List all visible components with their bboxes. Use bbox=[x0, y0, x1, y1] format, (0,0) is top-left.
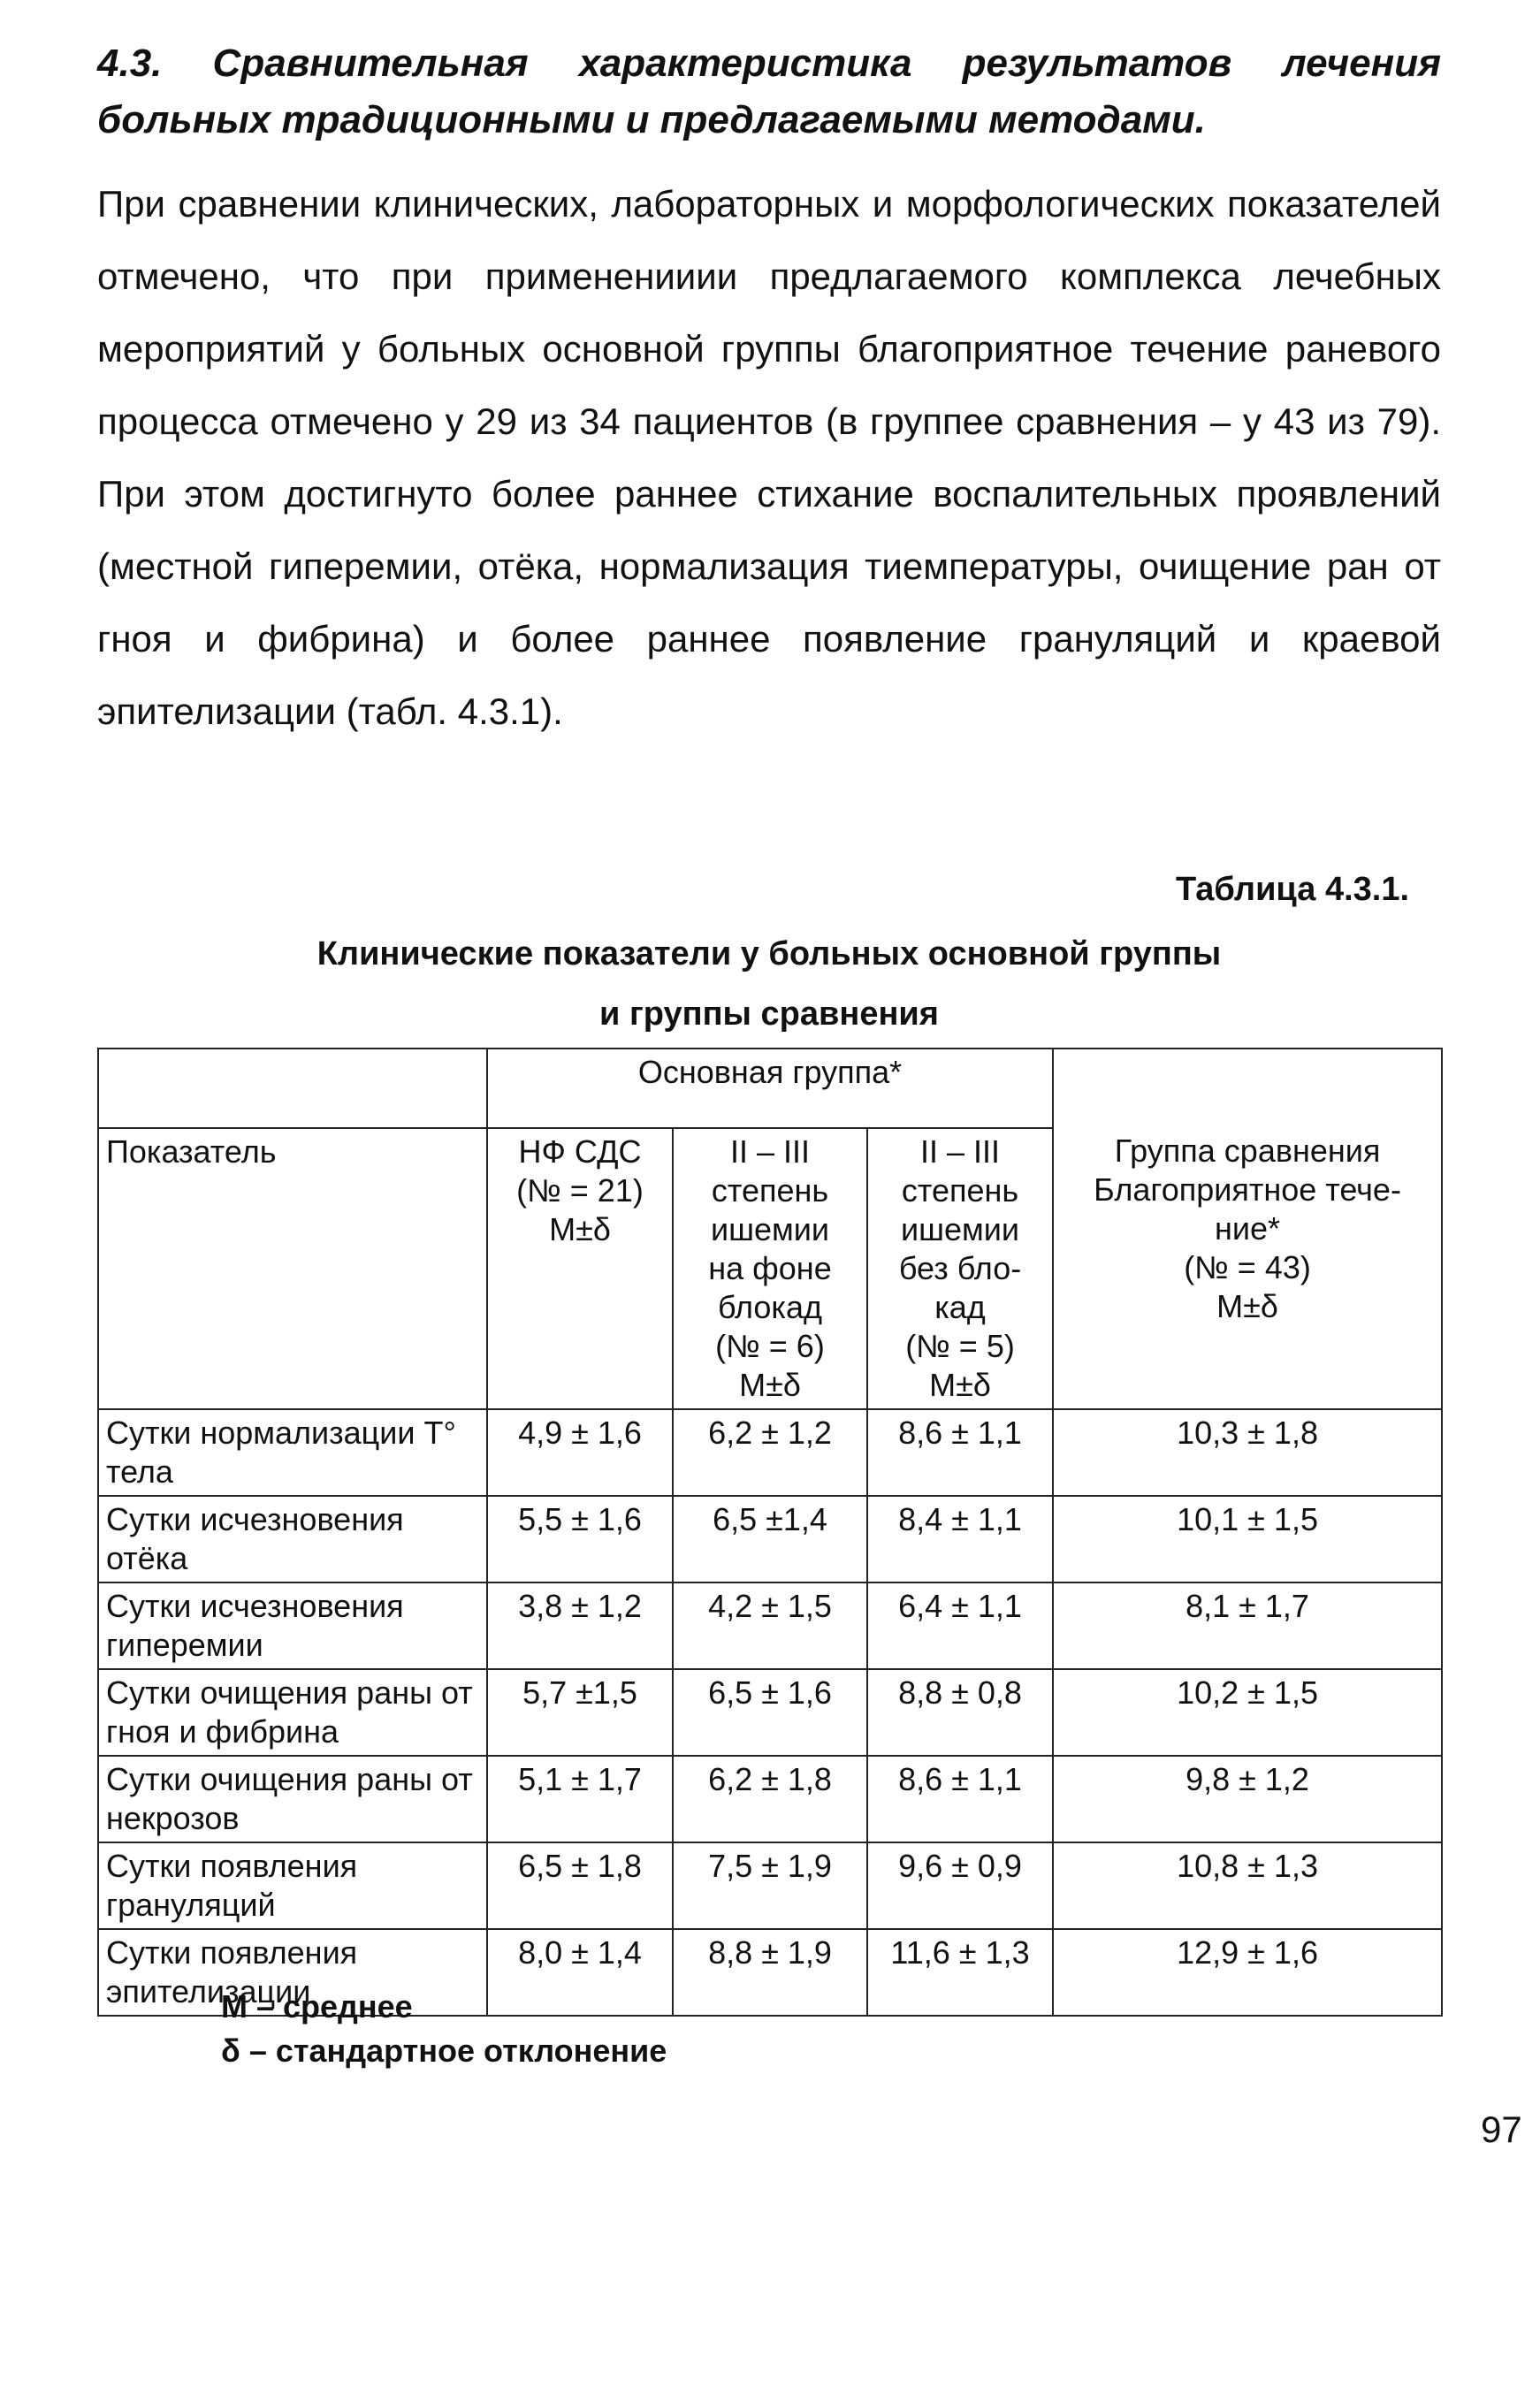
table-title-line-1: Клинические показатели у больных основной группы bbox=[316, 935, 1222, 972]
cell-ischemia-no-blockade: 9,6 ± 0,9 bbox=[867, 1842, 1053, 1929]
row-label: Сутки появления эпителизации bbox=[98, 1929, 487, 2016]
note-std-dev: δ – стандартное отклонение bbox=[221, 2032, 667, 2069]
table-row bbox=[98, 1842, 1442, 1929]
clinical-indicators-table bbox=[97, 1048, 1443, 2017]
table-row bbox=[98, 1669, 1442, 1756]
row-label: Сутки очищения раны от некрозов bbox=[98, 1756, 487, 1842]
table-row bbox=[98, 1496, 1442, 1582]
cell-nf-sds: 4,9 ± 1,6 bbox=[487, 1409, 673, 1496]
row-label: Сутки нормализации T° тела bbox=[98, 1409, 487, 1496]
cell-ischemia-no-blockade: 11,6 ± 1,3 bbox=[867, 1929, 1053, 2016]
section-title: 4.3. Сравнительная характеристика результатов лечения больных традиционными и предлагаемыми методами. bbox=[97, 42, 1441, 141]
cell-nf-sds: 8,0 ± 1,4 bbox=[487, 1929, 673, 2016]
cell-comparison: 12,9 ± 1,6 bbox=[1053, 1929, 1442, 2016]
cell-nf-sds: 3,8 ± 1,2 bbox=[487, 1582, 673, 1669]
table-notes bbox=[221, 1985, 667, 2073]
row-label: Сутки появления грануляций bbox=[98, 1842, 487, 1929]
cell-nf-sds: 5,7 ±1,5 bbox=[487, 1669, 673, 1756]
table-row bbox=[98, 1582, 1442, 1669]
cell-ischemia-no-blockade: 8,4 ± 1,1 bbox=[867, 1496, 1053, 1582]
cell-comparison: 9,8 ± 1,2 bbox=[1053, 1756, 1442, 1842]
cell-ischemia-blockade: 8,8 ± 1,9 bbox=[673, 1929, 867, 2016]
table-row bbox=[98, 1409, 1442, 1496]
cell-ischemia-blockade: 7,5 ± 1,9 bbox=[673, 1842, 867, 1929]
row-label: Сутки исчезновения отёка bbox=[98, 1496, 487, 1582]
table-row bbox=[98, 1756, 1442, 1842]
cell-comparison: 10,1 ± 1,5 bbox=[1053, 1496, 1442, 1582]
header-col-ischemia-no-blockade: II – III степень ишемии без бло- кад (№ = 5) M±δ bbox=[867, 1128, 1053, 1409]
cell-comparison: 10,8 ± 1,3 bbox=[1053, 1842, 1442, 1929]
table-title-line-2: и группы сравнения bbox=[599, 995, 939, 1033]
table-header-row-1 bbox=[98, 1049, 1442, 1128]
note-mean: М – среднее bbox=[221, 1988, 413, 2025]
header-col-ischemia-blockade: II – III степень ишемии на фоне блокад (№ = 6) M±δ bbox=[673, 1128, 867, 1409]
table-label: Таблица 4.3.1. bbox=[1176, 871, 1410, 908]
cell-nf-sds: 5,5 ± 1,6 bbox=[487, 1496, 673, 1582]
header-indicator-blank bbox=[98, 1049, 487, 1128]
cell-ischemia-blockade: 4,2 ± 1,5 bbox=[673, 1582, 867, 1669]
cell-ischemia-blockade: 6,5 ±1,4 bbox=[673, 1496, 867, 1582]
row-label: Сутки исчезновения гиперемии bbox=[98, 1582, 487, 1669]
cell-comparison: 8,1 ± 1,7 bbox=[1053, 1582, 1442, 1669]
cell-ischemia-no-blockade: 6,4 ± 1,1 bbox=[867, 1582, 1053, 1669]
cell-comparison: 10,3 ± 1,8 bbox=[1053, 1409, 1442, 1496]
cell-ischemia-no-blockade: 8,8 ± 0,8 bbox=[867, 1669, 1053, 1756]
cell-ischemia-no-blockade: 8,6 ± 1,1 bbox=[867, 1756, 1053, 1842]
cell-ischemia-no-blockade: 8,6 ± 1,1 bbox=[867, 1409, 1053, 1496]
cell-nf-sds: 5,1 ± 1,7 bbox=[487, 1756, 673, 1842]
table-title bbox=[97, 924, 1441, 1044]
page-number: 97 bbox=[1481, 2109, 1522, 2150]
body-paragraph: При сравнении клинических, лабораторных и морфологических показателей отмечено, что при примененииии предлагаемого комплекса лечебных мероприятий у больных основной группы благоприятное течение раневого процесса отмечено у 29 из 34 пациентов (в группее сравнения – у 43 из 79). При этом достигнуто более раннее стихание воспалительных проявлений (местной гиперемии, отёка, нормализация тиемпературы, очищение ран от гноя и фибрина) и более раннее появление грануляций и краевой эпителизации (табл. 4.3.1). bbox=[97, 183, 1441, 732]
header-main-group: Основная группа* bbox=[487, 1049, 1053, 1128]
cell-ischemia-blockade: 6,2 ± 1,8 bbox=[673, 1756, 867, 1842]
header-comparison-group: Группа сравнения Благоприятное тече- ние* (№ = 43) M±δ bbox=[1053, 1049, 1442, 1409]
cell-nf-sds: 6,5 ± 1,8 bbox=[487, 1842, 673, 1929]
row-label: Сутки очищения раны от гноя и фибрина bbox=[98, 1669, 487, 1756]
cell-comparison: 10,2 ± 1,5 bbox=[1053, 1669, 1442, 1756]
page bbox=[97, 35, 1522, 2150]
header-indicator: Показатель bbox=[98, 1128, 487, 1409]
header-col-nf-sds: НФ СДС (№ = 21) M±δ bbox=[487, 1128, 673, 1409]
cell-ischemia-blockade: 6,5 ± 1,6 bbox=[673, 1669, 867, 1756]
cell-ischemia-blockade: 6,2 ± 1,2 bbox=[673, 1409, 867, 1496]
